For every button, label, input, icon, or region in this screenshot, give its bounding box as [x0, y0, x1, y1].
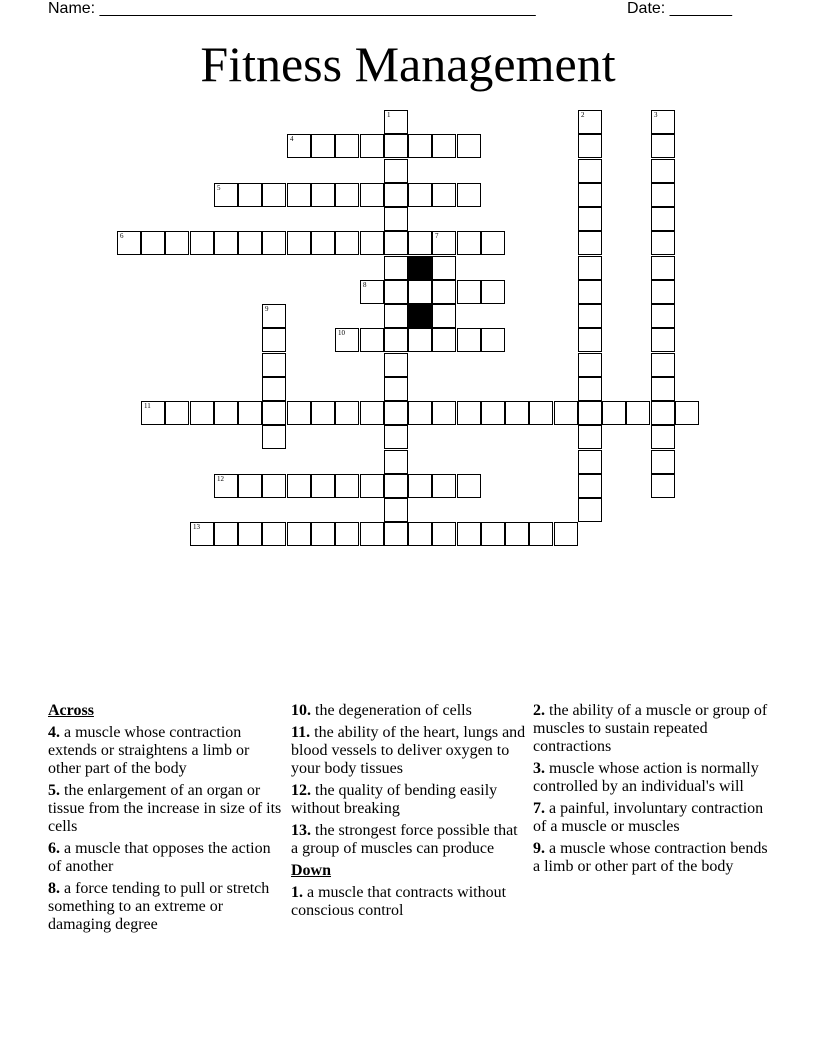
crossword-cell[interactable]: [384, 425, 408, 449]
crossword-cell[interactable]: [578, 377, 602, 401]
crossword-cell[interactable]: [384, 353, 408, 377]
clue-number: 11: [144, 402, 151, 410]
crossword-cell[interactable]: [432, 401, 456, 425]
crossword-cell[interactable]: [432, 474, 456, 498]
crossword-cell[interactable]: [141, 231, 165, 255]
crossword-cell[interactable]: [287, 401, 311, 425]
crossword-cell[interactable]: [432, 280, 456, 304]
crossword-cell[interactable]: [238, 401, 262, 425]
clue-item: [291, 822, 527, 858]
crossword-cell[interactable]: [578, 110, 602, 134]
crossword-cell[interactable]: [578, 450, 602, 474]
crossword-cell[interactable]: [384, 159, 408, 183]
clue-number: 5.: [48, 782, 60, 799]
clues-column-3: [533, 702, 769, 880]
clue-text: the enlargement of an organ or tissue from the increase in size of its cells: [48, 782, 282, 835]
crossword-cell[interactable]: [457, 231, 481, 255]
crossword-cell[interactable]: [651, 280, 675, 304]
crossword-cell[interactable]: [651, 110, 675, 134]
clue-number: 3: [654, 111, 658, 119]
clue-item: [48, 724, 284, 778]
crossword-cell[interactable]: [408, 401, 432, 425]
crossword-cell[interactable]: [651, 304, 675, 328]
crossword-cell[interactable]: [432, 522, 456, 546]
crossword-cell[interactable]: [165, 231, 189, 255]
crossword-cell[interactable]: [384, 207, 408, 231]
clue-text: a muscle that opposes the action of another: [48, 840, 271, 875]
crossword-cell[interactable]: [626, 401, 650, 425]
crossword-cell[interactable]: [432, 134, 456, 158]
crossword-cell[interactable]: [262, 183, 286, 207]
crossword-cell[interactable]: [384, 110, 408, 134]
crossword-cell[interactable]: [432, 231, 456, 255]
clue-text: the strongest force possible that a group of muscles can produce: [291, 822, 518, 857]
crossword-cell[interactable]: [457, 183, 481, 207]
across-heading: Across: [48, 702, 94, 719]
clue-number: 6: [120, 232, 124, 240]
clue-text: a force tending to pull or stretch something to an extreme or damaging degree: [48, 880, 270, 933]
crossword-cell[interactable]: [311, 231, 335, 255]
crossword-cell[interactable]: [675, 401, 699, 425]
crossword-cell[interactable]: [457, 134, 481, 158]
crossword-cell[interactable]: [651, 401, 675, 425]
clue-number: 2.: [533, 702, 545, 719]
crossword-cell[interactable]: [384, 304, 408, 328]
crossword-cell[interactable]: [262, 522, 286, 546]
down-clue-list: [291, 884, 527, 920]
clue-number: 2: [581, 111, 585, 119]
crossword-cell[interactable]: [335, 328, 359, 352]
clue-text: the ability of the heart, lungs and blood vessels to deliver oxygen to your body tissues: [291, 724, 526, 777]
crossword-cell[interactable]: [384, 280, 408, 304]
crossword-cell[interactable]: [238, 474, 262, 498]
crossword-cell[interactable]: [238, 183, 262, 207]
crossword-cell[interactable]: [578, 401, 602, 425]
clue-number: 12.: [291, 782, 311, 799]
clue-item: [533, 840, 769, 876]
crossword-cell[interactable]: [190, 522, 214, 546]
crossword-cell[interactable]: [287, 183, 311, 207]
crossword-cell[interactable]: [335, 522, 359, 546]
crossword-cell[interactable]: [311, 183, 335, 207]
clue-text: the quality of bending easily without breaking: [291, 782, 498, 817]
crossword-cell[interactable]: [578, 134, 602, 158]
clue-number: 13.: [291, 822, 311, 839]
crossword-cell[interactable]: [262, 401, 286, 425]
crossword-cell[interactable]: [360, 522, 384, 546]
crossword-cell[interactable]: [651, 450, 675, 474]
crossword-cell[interactable]: [262, 328, 286, 352]
crossword-cell[interactable]: [481, 522, 505, 546]
crossword-cell[interactable]: [554, 401, 578, 425]
clue-item: [533, 760, 769, 796]
clue-item: [291, 702, 527, 720]
crossword-cell[interactable]: [505, 401, 529, 425]
across-clue-list: [48, 724, 284, 934]
clue-number: 9: [265, 305, 269, 313]
crossword-cell[interactable]: [384, 328, 408, 352]
crossword-cell[interactable]: [287, 522, 311, 546]
clue-number: 10.: [291, 702, 311, 719]
crossword-cell[interactable]: [651, 377, 675, 401]
crossword-cell[interactable]: [214, 522, 238, 546]
page-title: Fitness Management: [200, 36, 616, 92]
crossword-cell[interactable]: [384, 401, 408, 425]
clue-text: a muscle whose contraction bends a limb or other part of the body: [533, 840, 768, 875]
clue-number: 8.: [48, 880, 60, 897]
clue-text: muscle whose action is normally controlled by an individual's will: [533, 760, 759, 795]
crossword-cell[interactable]: [651, 353, 675, 377]
crossword-cell[interactable]: [651, 474, 675, 498]
crossword-cell[interactable]: [578, 159, 602, 183]
crossword-cell[interactable]: [335, 183, 359, 207]
crossword-cell[interactable]: [360, 280, 384, 304]
clue-number: 9.: [533, 840, 545, 857]
clue-text: the ability of a muscle or group of muscles to sustain repeated contractions: [533, 702, 768, 755]
crossword-cell[interactable]: [651, 256, 675, 280]
crossword-cell[interactable]: [190, 401, 214, 425]
crossword-cell[interactable]: [141, 401, 165, 425]
clue-item: [291, 782, 527, 818]
clue-number: 13: [193, 523, 200, 531]
crossword-cell[interactable]: [505, 522, 529, 546]
crossword-cell[interactable]: [578, 256, 602, 280]
crossword-cell[interactable]: [602, 401, 626, 425]
clue-number: 4.: [48, 724, 60, 741]
crossword-cell[interactable]: [481, 280, 505, 304]
clue-item: [291, 884, 527, 920]
crossword-cell[interactable]: [408, 183, 432, 207]
crossword-cell[interactable]: [384, 183, 408, 207]
crossword-cell[interactable]: [578, 231, 602, 255]
crossword-cell[interactable]: [360, 134, 384, 158]
crossword-cell[interactable]: [651, 134, 675, 158]
clues-column-2: [291, 702, 527, 924]
down-clue-list-continued: [533, 702, 769, 876]
crossword-cell[interactable]: [360, 401, 384, 425]
crossword-cell[interactable]: [408, 134, 432, 158]
crossword-cell[interactable]: [481, 401, 505, 425]
clue-item: [533, 702, 769, 756]
crossword-cell[interactable]: [651, 207, 675, 231]
crossword-cell[interactable]: [457, 328, 481, 352]
crossword-cell[interactable]: [408, 474, 432, 498]
crossword-cell[interactable]: [360, 328, 384, 352]
crossword-cell[interactable]: [457, 280, 481, 304]
date-field-label: Date: _______: [627, 0, 732, 17]
crossword-cell[interactable]: [578, 183, 602, 207]
clue-item: [533, 800, 769, 836]
crossword-cell[interactable]: [408, 231, 432, 255]
clue-item: [48, 880, 284, 934]
name-field-label: Name: _________________________________________________: [48, 0, 536, 17]
crossword-cell[interactable]: [578, 498, 602, 522]
crossword-cell[interactable]: [432, 256, 456, 280]
crossword-cell[interactable]: [311, 401, 335, 425]
crossword-cell[interactable]: [360, 474, 384, 498]
clue-number: 1: [387, 111, 391, 119]
crossword-cell[interactable]: [384, 522, 408, 546]
crossword-cell[interactable]: [238, 522, 262, 546]
crossword-cell[interactable]: [481, 231, 505, 255]
crossword-cell[interactable]: [408, 328, 432, 352]
crossword-cell[interactable]: [384, 256, 408, 280]
crossword-cell[interactable]: [651, 183, 675, 207]
crossword-cell[interactable]: [384, 450, 408, 474]
crossword-cell[interactable]: [457, 474, 481, 498]
black-square: [408, 256, 432, 280]
clues-column-1: [48, 702, 284, 938]
crossword-cell[interactable]: [384, 377, 408, 401]
crossword-cell[interactable]: [457, 401, 481, 425]
crossword-cell[interactable]: [311, 134, 335, 158]
crossword-cell[interactable]: [578, 474, 602, 498]
black-square: [408, 304, 432, 328]
crossword-cell[interactable]: [117, 231, 141, 255]
down-heading: Down: [291, 862, 332, 879]
crossword-cell[interactable]: [529, 401, 553, 425]
crossword-cell[interactable]: [262, 377, 286, 401]
crossword-cell[interactable]: [432, 328, 456, 352]
crossword-cell[interactable]: [262, 425, 286, 449]
crossword-cell[interactable]: [335, 231, 359, 255]
crossword-cell[interactable]: [190, 231, 214, 255]
crossword-cell[interactable]: [214, 474, 238, 498]
crossword-cell[interactable]: [262, 231, 286, 255]
clue-number: 10: [338, 329, 345, 337]
crossword-cell[interactable]: [384, 134, 408, 158]
crossword-cell[interactable]: [651, 231, 675, 255]
crossword-cell[interactable]: [529, 522, 553, 546]
clue-text: a muscle that contracts without conscious control: [291, 884, 507, 919]
crossword-cell[interactable]: [287, 474, 311, 498]
clue-item: [48, 840, 284, 876]
crossword-cell[interactable]: [165, 401, 189, 425]
crossword-cell[interactable]: [578, 280, 602, 304]
clue-text: the degeneration of cells: [311, 702, 472, 719]
crossword-cell[interactable]: [578, 425, 602, 449]
crossword-cell[interactable]: [238, 231, 262, 255]
clue-text: a painful, involuntary contraction of a muscle or muscles: [533, 800, 764, 835]
clue-text: a muscle whose contraction extends or straightens a limb or other part of the body: [48, 724, 250, 777]
crossword-cell[interactable]: [408, 280, 432, 304]
crossword-cell[interactable]: [360, 183, 384, 207]
crossword-cell[interactable]: [384, 474, 408, 498]
crossword-cell[interactable]: [335, 134, 359, 158]
clue-number: 11.: [291, 724, 311, 741]
crossword-cell[interactable]: [651, 159, 675, 183]
crossword-cell[interactable]: [335, 401, 359, 425]
crossword-cell[interactable]: [384, 231, 408, 255]
clue-number: 3.: [533, 760, 545, 777]
crossword-cell[interactable]: [481, 328, 505, 352]
across-clue-list-continued: [291, 702, 527, 858]
crossword-cell[interactable]: [311, 522, 335, 546]
crossword-cell[interactable]: [432, 183, 456, 207]
crossword-cell[interactable]: [262, 353, 286, 377]
crossword-cell[interactable]: [360, 231, 384, 255]
crossword-cell[interactable]: [287, 231, 311, 255]
clue-number: 7.: [533, 800, 545, 817]
clue-number: 4: [290, 135, 294, 143]
crossword-cell[interactable]: [578, 304, 602, 328]
crossword-cell[interactable]: [457, 522, 481, 546]
clue-item: [48, 782, 284, 836]
crossword-cell[interactable]: [262, 304, 286, 328]
crossword-cell[interactable]: [408, 522, 432, 546]
clue-number: 7: [435, 232, 439, 240]
crossword-cell[interactable]: [287, 134, 311, 158]
crossword-cell[interactable]: [432, 304, 456, 328]
clue-number: 12: [217, 475, 224, 483]
crossword-cell[interactable]: [578, 207, 602, 231]
crossword-cell[interactable]: [578, 353, 602, 377]
crossword-cell[interactable]: [554, 522, 578, 546]
crossword-cell[interactable]: [384, 498, 408, 522]
crossword-cell[interactable]: [578, 328, 602, 352]
clue-number: 6.: [48, 840, 60, 857]
crossword-cell[interactable]: [214, 401, 238, 425]
crossword-cell[interactable]: [311, 474, 335, 498]
clue-item: [291, 724, 527, 778]
crossword-cell[interactable]: [651, 328, 675, 352]
clue-number: 5: [217, 184, 221, 192]
crossword-cell[interactable]: [651, 425, 675, 449]
crossword-cell[interactable]: [214, 183, 238, 207]
crossword-cell[interactable]: [335, 474, 359, 498]
clue-number: 8: [363, 281, 367, 289]
crossword-cell[interactable]: [214, 231, 238, 255]
crossword-cell[interactable]: [262, 474, 286, 498]
clue-number: 1.: [291, 884, 303, 901]
